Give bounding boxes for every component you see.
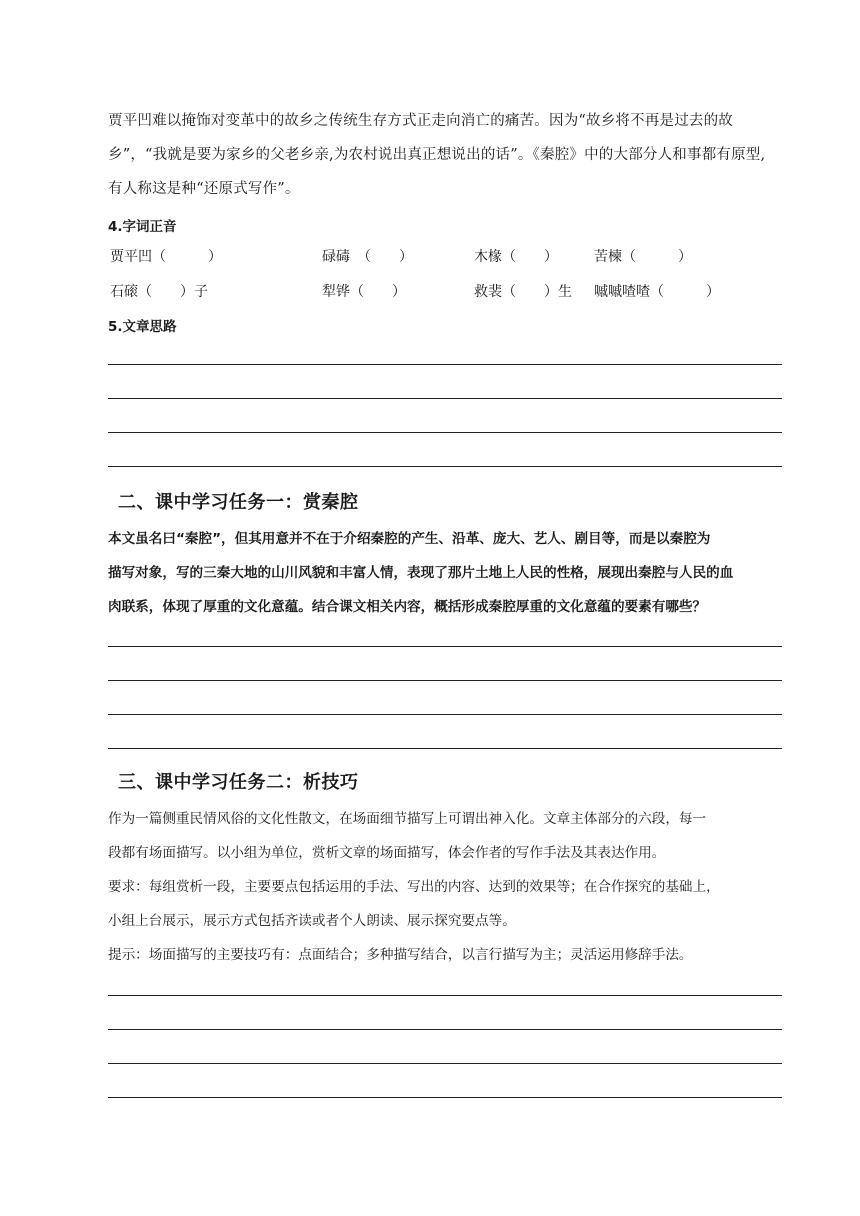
section-5-title: 5.文章思路 (108, 319, 177, 335)
task-2-p1-line-2: 段都有场面描写。以小组为单位，赏析文章的场面描写，体会作者的写作手法及其表达作用。 (108, 845, 666, 861)
intro-paragraph (108, 104, 784, 206)
task-2-paragraph-3 (108, 938, 784, 972)
intro-line-3: 有人称这是种“还原式写作”。 (108, 181, 300, 197)
task-2-p1-line-1: 作为一篇侧重民情风俗的文化性散文，在场面细节描写上可谓出神入化。文章主体部分的六段，每一 (108, 811, 707, 827)
answer-line[interactable] (108, 1063, 782, 1064)
answer-line[interactable] (108, 1029, 782, 1030)
answer-line[interactable] (108, 748, 782, 749)
task-2-p2-line-1: 要求：每组赏析一段，主要要点包括运用的手法、写出的内容、达到的效果等；在合作探究的基础上， (108, 879, 720, 895)
answer-line[interactable] (108, 364, 782, 365)
answer-line[interactable] (108, 680, 782, 681)
pinyin-item-6: 犁铧（ ） (322, 284, 406, 300)
task-1-line-2: 描写对象，写的三秦大地的山川风貌和丰富人情，表现了那片土地上人民的性格，展现出秦腔与人民的血 (108, 565, 734, 581)
task-2-p3-line-1: 提示：场面描写的主要技巧有：点面结合；多种描写结合，以言行描写为主；灵活运用修辞手法。 (108, 947, 693, 963)
pinyin-item-7: 救裴（ ）生 (474, 284, 572, 300)
answer-line[interactable] (108, 398, 782, 399)
intro-line-2: 乡”，“我就是要为家乡的父老乡亲,为农村说出真正想说出的话”。《秦腔》中的大部分人和事都有原型, (108, 147, 766, 163)
intro-line-1: 贾平凹难以掩饰对变革中的故乡之传统生存方式正走向消亡的痛苦。因为“故乡将不再是过去的故 (108, 113, 734, 129)
task-1-line-3: 肉联系，体现了厚重的文化意蕴。结合课文相关内容，概括形成秦腔厚重的文化意蕴的要素有哪些？ (108, 599, 707, 615)
answer-line[interactable] (108, 432, 782, 433)
section-4-title: 4.字词正音 (108, 219, 177, 235)
task-2-heading: 三、课中学习任务二：析技巧 (118, 772, 359, 793)
pinyin-item-8: 嘁嘁喳喳（ ） (594, 284, 720, 300)
answer-line[interactable] (108, 1097, 782, 1098)
pinyin-item-3: 木椽（ ） (474, 249, 558, 265)
pinyin-item-1: 贾平凹（ ） (110, 249, 222, 265)
task-2-paragraph-1 (108, 802, 784, 870)
task-1-line-1: 本文虽名曰“秦腔”，但其用意并不在于介绍秦腔的产生、沿革、庞大、艺人、剧目等，而是以秦腔为 (108, 531, 711, 547)
pinyin-item-5: 石磙（ ）子 (110, 284, 208, 300)
task-1-heading: 二、课中学习任务一：赏秦腔 (118, 492, 359, 513)
task-2-p2-line-2: 小组上台展示，展示方式包括齐读或者个人朗读、展示探究要点等。 (108, 913, 516, 929)
pinyin-item-4: 苦楝（ ） (594, 249, 692, 265)
task-1-paragraph (108, 522, 784, 624)
pinyin-item-2: 碌碡 （ ） (322, 249, 413, 265)
task-2-paragraph-2 (108, 870, 784, 938)
answer-line[interactable] (108, 995, 782, 996)
answer-line[interactable] (108, 646, 782, 647)
answer-line[interactable] (108, 466, 782, 467)
answer-line[interactable] (108, 714, 782, 715)
